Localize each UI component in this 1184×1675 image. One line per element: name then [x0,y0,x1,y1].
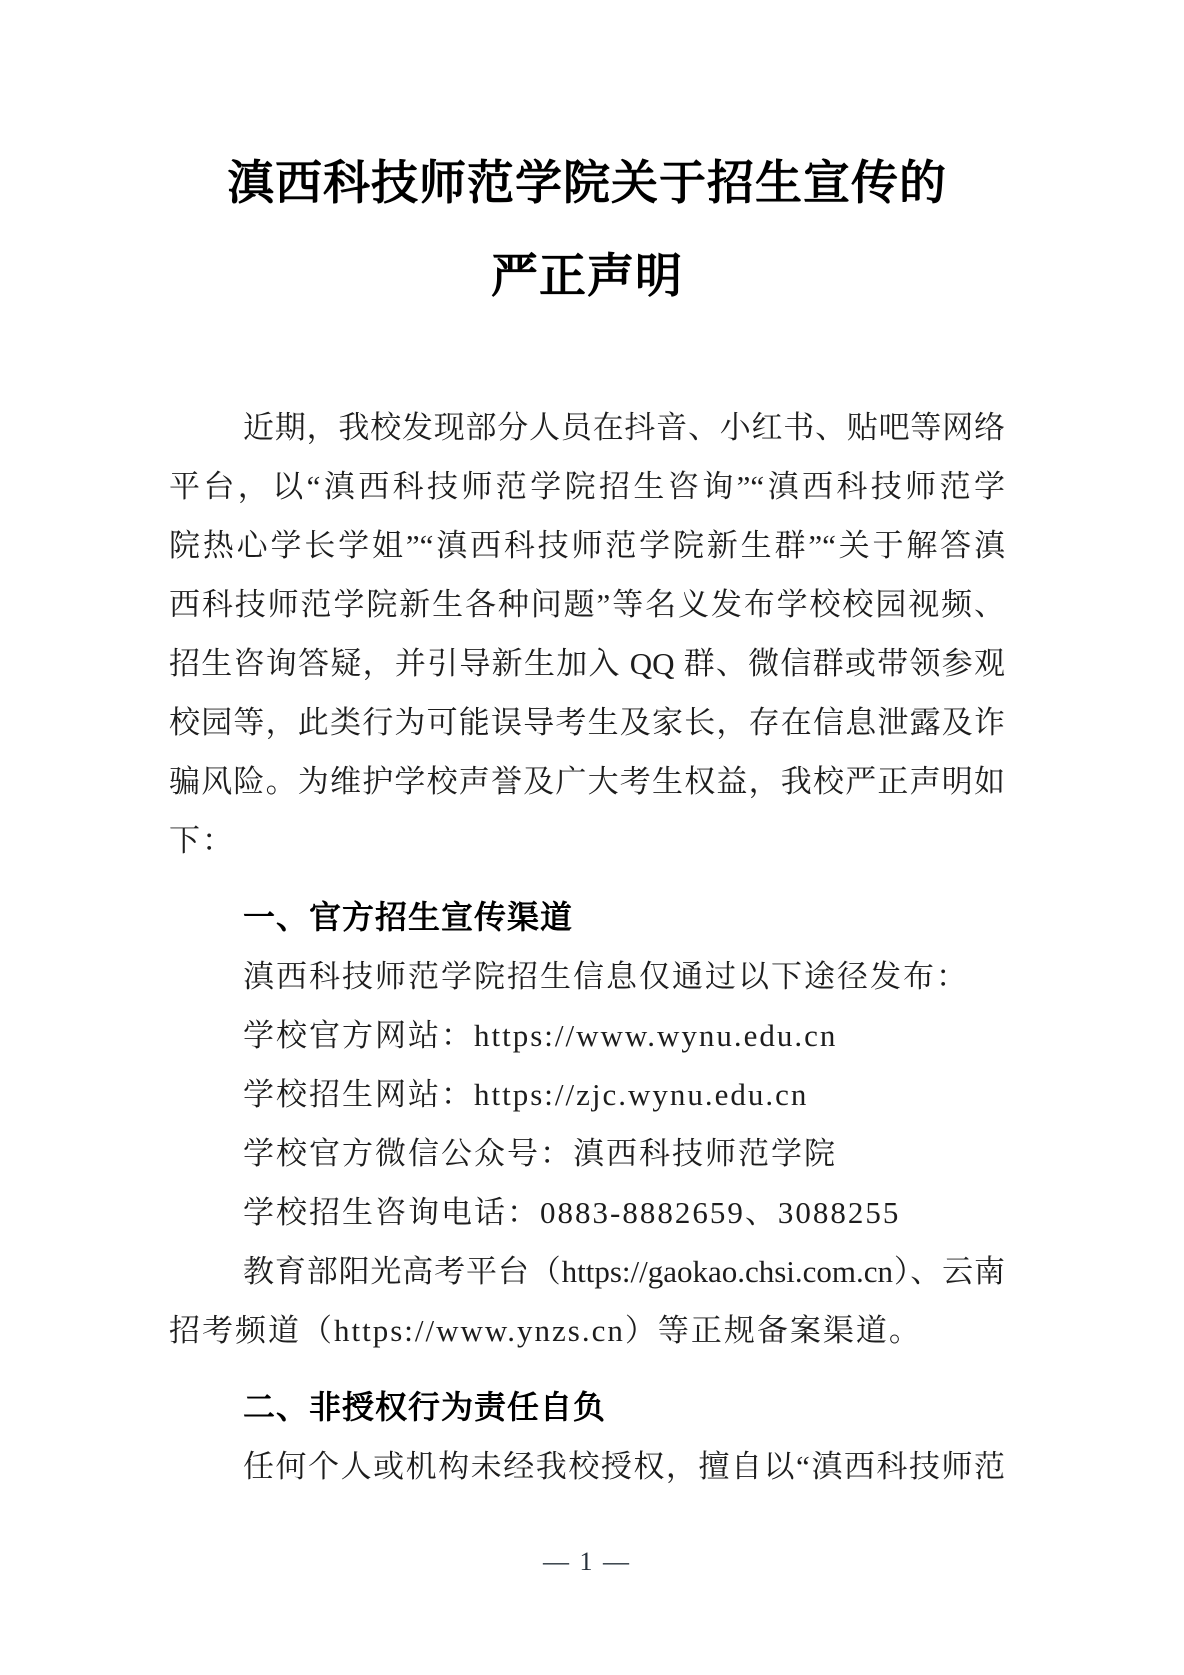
text-line: 学校官方网站：https://www.wynu.edu.cn [243,1018,838,1053]
section-heading: 二、非授权行为责任自负 [243,1389,607,1425]
text-line: 学校招生咨询电话：0883-8882659、3088255 [243,1195,901,1230]
document-title-line-1: 滇西科技师范学院关于招生宣传的 [227,158,947,210]
text-line: 教育部阳光高考平台（https://gaokao.chsi.com.cn）、云南 [243,1254,1005,1289]
text-line: 平台，以“滇西科技师范学院招生咨询”“滇西科技师范学 [169,469,1005,504]
text-line: 学校官方微信公众号：滇西科技师范学院 [243,1136,837,1171]
document-title-line-2: 严正声明 [491,251,683,303]
text-line: 下： [169,823,235,858]
document-body [169,398,1005,1496]
document-content [0,153,1184,1582]
page-number: — 1 — [543,1547,631,1576]
text-line: 招生咨询答疑，并引导新生加入 QQ 群、微信群或带领参观 [169,646,1005,681]
text-line: 骗风险。为维护学校声誉及广大考生权益，我校严正声明如 [169,764,1005,799]
section-heading: 一、官方招生宣传渠道 [243,899,574,935]
text-line: 滇西科技师范学院招生信息仅通过以下途径发布： [243,959,969,994]
text-line: 近期，我校发现部分人员在抖音、小红书、贴吧等网络 [243,410,1005,445]
text-line: 校园等，此类行为可能误导考生及家长，存在信息泄露及诈 [169,705,1005,740]
text-line: 任何个人或机构未经我校授权，擅自以“滇西科技师范 [243,1449,1005,1484]
text-line: 西科技师范学院新生各种问题”等名义发布学校校园视频、 [169,587,1005,622]
text-line: 学校招生网站：https://zjc.wynu.edu.cn [243,1077,809,1112]
text-line: 院热心学长学姐”“滇西科技师范学院新生群”“关于解答滇 [169,528,1005,563]
text-line: 招考频道（https://www.ynzs.cn）等正规备案渠道。 [169,1313,922,1348]
